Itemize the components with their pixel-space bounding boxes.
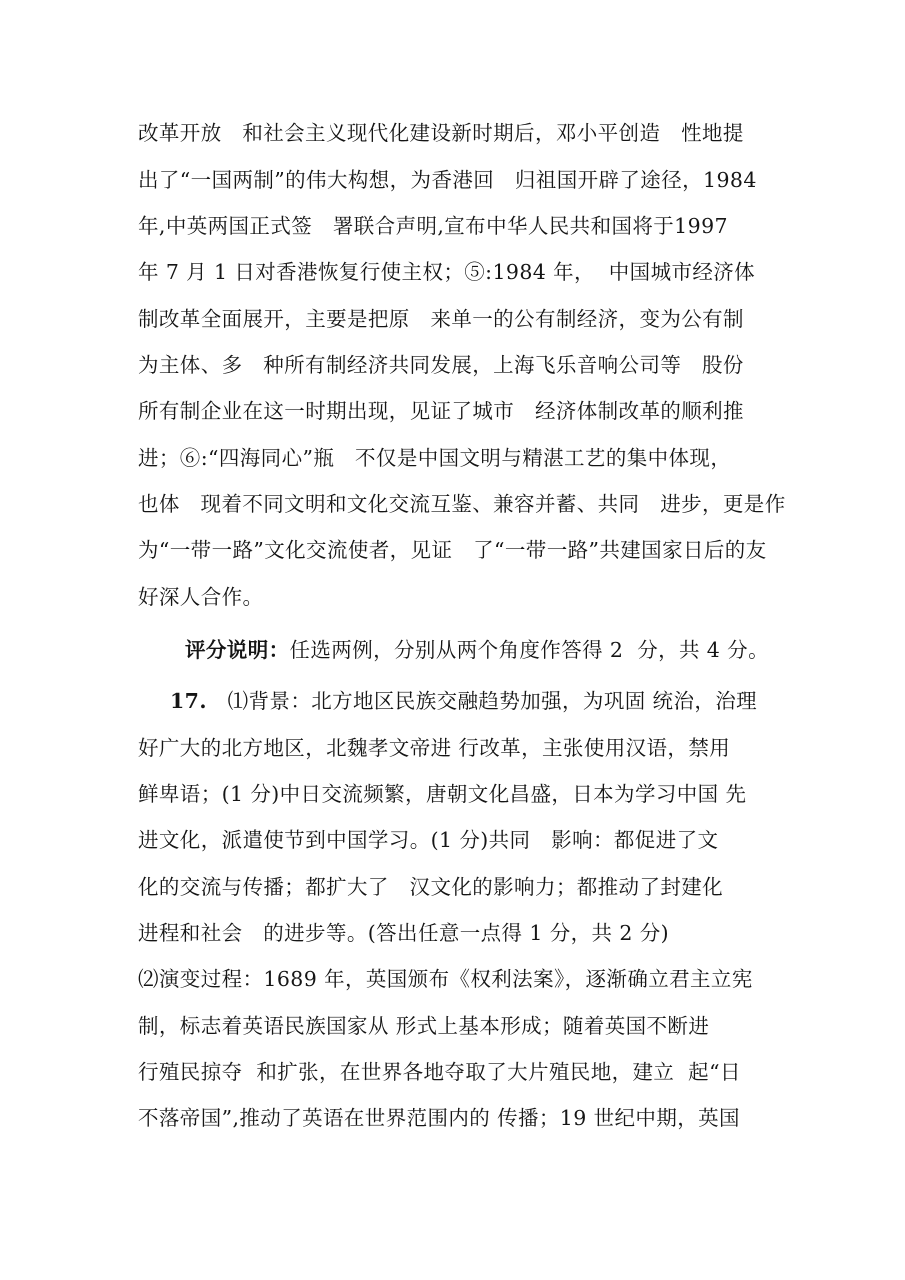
q17-line-10: 不落帝国”,推动了英语在世界范围内的 传播；19 世纪中期，英国: [138, 1106, 740, 1130]
q17-line-4: 进文化，派遣使节到中国学习。(1 分)共同 影响：都促进了文: [138, 828, 719, 852]
q17-line-5: 化的交流与传播；都扩大了 汉文化的影响力；都推动了封建化: [138, 875, 724, 899]
q17-number: 17.: [170, 689, 207, 713]
para1-line-9: 也体 现着不同文明和文化交流互鉴、兼容并蓄、共同 进步，更是作: [138, 492, 786, 516]
scoring-note: [185, 635, 825, 665]
q17-line-1: [170, 686, 810, 716]
para1-line-3: 年,中英两国正式签 署联合声明,宣布中华人民共和国将于1997: [138, 214, 728, 238]
q17-line-7: ⑵演变过程：1689 年，英国颁布《权利法案》，逐渐确立君主立宪: [138, 967, 753, 991]
q17-line-3: 鲜卑语；(1 分)中日交流频繁，唐朝文化昌盛，日本为学习中国 先: [138, 782, 747, 806]
para1-line-8: 进；⑥:“四海同心”瓶 不仅是中国文明与精湛工艺的集中体现，: [138, 446, 732, 470]
scoring-text: 任选两例，分别从两个角度作答得 2 分，共 4 分。: [289, 638, 769, 662]
q17-first-line: ⑴背景：北方地区民族交融趋势加强，为巩固 统治，治理: [206, 689, 758, 713]
q17-line-2: 好广大的北方地区，北魏孝文帝进 行改革，主张使用汉语，禁用: [138, 736, 731, 760]
para1-line-11: 好深人合作。: [138, 585, 264, 609]
para1-line-10: 为“一带一路”文化交流使者，见证 了“一带一路”共建国家日后的友: [138, 538, 767, 562]
para1-line-2: 出了“一国两制”的伟大构想，为香港回 归祖国开辟了途径，1984: [138, 168, 757, 192]
q17-line-8: 制，标志着英语民族国家从 形式上基本形成；随着英国不断进: [138, 1014, 710, 1038]
para1-line-6: 为主体、多 种所有制经济共同发展，上海飞乐音响公司等 股份: [138, 353, 744, 377]
para1-line-7: 所有制企业在这一时期出现，见证了城市 经济体制改革的顺利推: [138, 399, 744, 423]
para1-line-1: 改革开放 和社会主义现代化建设新时期后，邓小平创造 性地提: [138, 121, 744, 145]
q17-line-9: 行殖民掠夺 和扩张，在世界各地夺取了大片殖民地，建立 起“日: [138, 1060, 741, 1084]
para1-line-5: 制改革全面展开，主要是把原 来单一的公有制经济，变为公有制: [138, 307, 744, 331]
scoring-label: 评分说明：: [185, 638, 290, 662]
q17-line-6: 进程和社会 的进步等。(答出任意一点得 1 分，共 2 分): [138, 921, 669, 945]
para1-line-4: 年 7 月 1 日对香港恢复行使主权；⑤:1984 年， 中国城市经济体: [138, 260, 756, 284]
